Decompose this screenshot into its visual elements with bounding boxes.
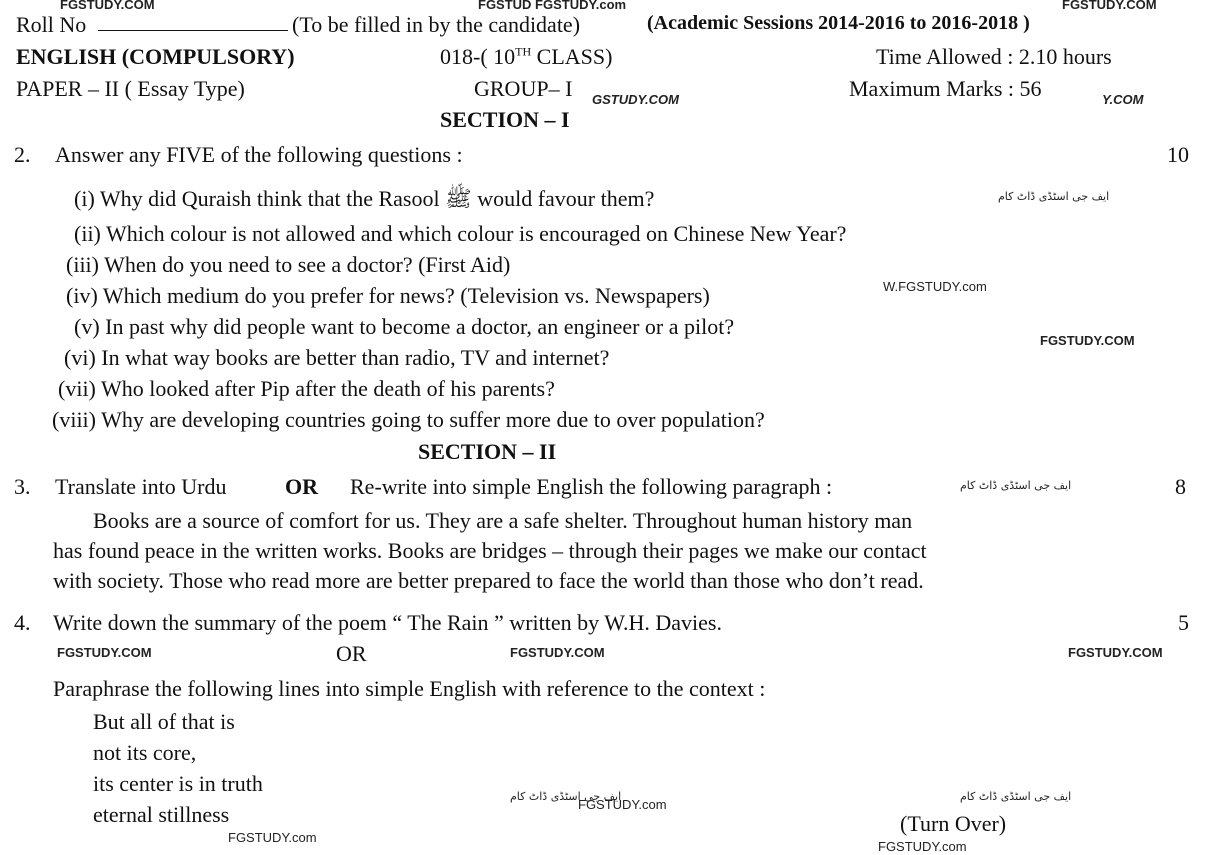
watermark: FGSTUDY.com: [578, 797, 667, 812]
q3-paragraph-line: Books are a source of comfort for us. They are a safe shelter. Throughout human history man: [93, 508, 913, 533]
q3-paragraph-line: has found peace in the written works. Books are bridges – through their pages we make our contact: [53, 538, 927, 563]
watermark-urdu: ایف جی اسٹڈی ڈاٹ کام: [510, 790, 622, 803]
watermark: FGSTUDY.COM: [1040, 333, 1135, 348]
watermark: FGSTUDY.COM: [1068, 645, 1163, 660]
q4-paraphrase: Paraphrase the following lines into simple English with reference to the context :: [53, 676, 766, 701]
roll-note: (To be filled in by the candidate): [292, 12, 581, 37]
poem-line: its center is in truth: [93, 771, 263, 796]
roll-no-label: Roll No: [16, 12, 87, 37]
roll-no-field: [98, 30, 288, 31]
q4-number: 4.: [14, 610, 31, 635]
time-allowed: Time Allowed : 2.10 hours: [876, 44, 1112, 69]
watermark-urdu: ایف جی اسٹڈی ڈاٹ کام: [960, 479, 1072, 492]
q3-text-b: Re-write into simple English the following paragraph :: [350, 474, 833, 499]
q2-item: (vii) Who looked after Pip after the death of his parents?: [58, 376, 555, 401]
q2-marks: 10: [1167, 142, 1189, 167]
section-2-title: SECTION – II: [418, 439, 557, 464]
sessions: (Academic Sessions 2014-2016 to 2016-2018 ): [647, 12, 1030, 34]
watermark: GSTUDY.COM: [592, 92, 679, 107]
watermark: FGSTUDY.com: [228, 830, 317, 845]
q3-number: 3.: [14, 474, 31, 499]
watermark: W.FGSTUDY.com: [883, 279, 987, 294]
code-sup: TH: [515, 44, 532, 59]
section-1-title: SECTION – I: [440, 107, 570, 132]
watermark: FGSTUDY.com: [878, 839, 967, 854]
q3-marks: 8: [1175, 474, 1186, 499]
max-marks: Maximum Marks : 56: [849, 76, 1042, 101]
code-end: CLASS): [531, 44, 613, 69]
q2-item: (v) In past why did people want to become a doctor, an engineer or a pilot?: [74, 314, 735, 339]
q2-item: (iii) When do you need to see a doctor? (First Aid): [66, 252, 511, 277]
q4-or: OR: [336, 641, 367, 666]
q2-item: (i) Why did Quraish think that the Rasool ﷺ would favour them?: [74, 186, 655, 211]
watermark: FGSTUD FGSTUDY.com: [478, 0, 627, 12]
watermark: FGSTUDY.COM: [1062, 0, 1157, 12]
q2-item: (viii) Why are developing countries going to suffer more due to over population?: [52, 407, 765, 432]
watermark: Y.COM: [1102, 92, 1144, 107]
watermark: FGSTUDY.COM: [60, 0, 155, 12]
q2-item: (ii) Which colour is not allowed and which colour is encouraged on Chinese New Year?: [74, 221, 847, 246]
subject: ENGLISH (COMPULSORY): [16, 44, 295, 69]
q2-item: (iv) Which medium do you prefer for news? (Television vs. Newspapers): [66, 283, 710, 308]
q3-text-a: Translate into Urdu: [55, 474, 227, 499]
q2-item: (vi) In what way books are better than radio, TV and internet?: [64, 345, 610, 370]
code: 018-( 10: [440, 44, 516, 69]
q3-paragraph-line: with society. Those who read more are better prepared to face the world than those who don’t read.: [53, 568, 924, 593]
watermark: FGSTUDY.COM: [57, 645, 152, 660]
poem-line: eternal stillness: [93, 802, 230, 827]
paper: PAPER – II ( Essay Type): [16, 76, 245, 101]
class-code: [440, 44, 612, 70]
q4-marks: 5: [1178, 610, 1189, 635]
watermark-urdu: ایف جی اسٹڈی ڈاٹ کام: [960, 790, 1072, 803]
watermark: FGSTUDY.COM: [510, 645, 605, 660]
q3-or: OR: [285, 474, 318, 499]
q2-text: Answer any FIVE of the following questions :: [55, 142, 463, 167]
q4-text: Write down the summary of the poem “ The Rain ” written by W.H. Davies.: [53, 610, 722, 635]
watermark-urdu: ایف جی اسٹڈی ڈاٹ کام: [998, 190, 1110, 203]
turn-over: (Turn Over): [900, 811, 1007, 836]
group: GROUP– I: [474, 76, 573, 101]
poem-line: not its core,: [93, 740, 197, 765]
poem-line: But all of that is: [93, 709, 235, 734]
q2-number: 2.: [14, 142, 31, 167]
